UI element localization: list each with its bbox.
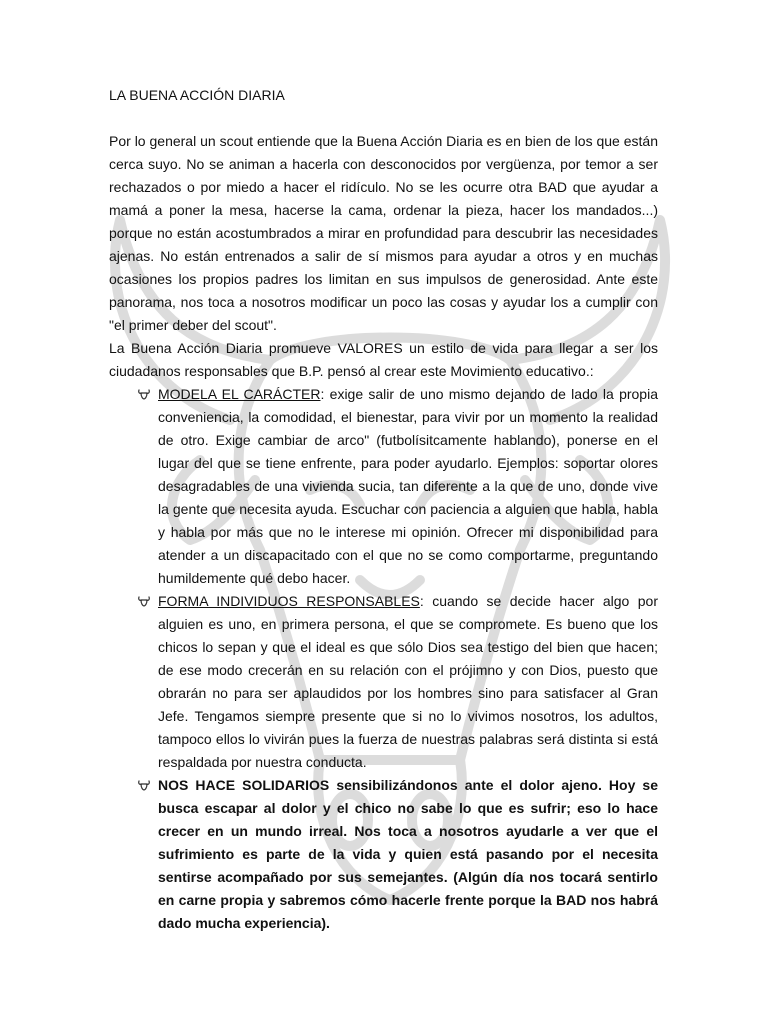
bullet-lead: MODELA EL CARÁCTER [158, 386, 321, 402]
bull-head-icon [137, 594, 151, 608]
bullet-text: NOS HACE SOLIDARIOS sensibilizándonos ante el dolor ajeno. Hoy se busca escapar al dolor y el chico no sabe lo que es sufrir; eso lo hace crecer en un mundo irreal. Nos toca a nosotros ayudarle a ver que el sufrimiento es parte de la vida y quien está pasando por el necesita sentirse acompañado por sus semejantes. (Algún día nos tocará sentirlo en carne propia y sabremos cómo hacerle frente porque la BAD nos habrá dado mucha experiencia). [158, 777, 658, 931]
bull-head-icon [137, 387, 151, 401]
bullet-text: : cuando se decide hacer algo por alguien es uno, en primera persona, el que se compromete. Es bueno que los chicos lo sepan y que el ideal es que sólo Dios sea testigo del bien que hacen; de ese modo crecerán en su relación con el prójimno y con Dios, puesto que obrarán no para ser aplaudidos por los hombres sino para satisfacer al Gran Jefe. Tengamos siempre presente que si no lo vivimos nosotros, los adultos, tampoco ellos lo vivirán pues la fuerza de nuestras palabras será distinta si está respaldada por nuestra conducta. [158, 593, 658, 770]
bull-head-icon [137, 778, 151, 792]
bullet-text: : exige salir de uno mismo dejando de lado la propia conveniencia, la comodidad, el bienestar, para vivir por un momento la realidad de otro. Exige cambiar de arco" (futbolísitcamente hablando), ponerse en el lugar del que se tiene enfrente, para poder ayudarlo. Ejemplos: soportar olores desagradables de una vivienda sucia, tan diferente a la que de uno, donde vive la gente que necesita ayuda. Escuchar con paciencia a alguien que habla, habla y habla por más que no le interese mi opinión. Ofrecer mi disponibilidad para atender a un discapacitado con el que no se como comportarme, preguntando humildemente qué debo hacer. [158, 386, 658, 586]
bullet-lead: FORMA INDIVIDUOS RESPONSABLES [158, 593, 420, 609]
document-page [109, 84, 658, 935]
values-list [109, 383, 658, 935]
document-title: LA BUENA ACCIÓN DIARIA [109, 87, 285, 103]
list-item [109, 383, 658, 590]
paragraph-values: La Buena Acción Diaria promueve VALORES un estilo de vida para llegar a ser los ciudadanos responsables que B.P. pensó al crear este Movimiento educativo.: [109, 340, 658, 379]
list-item [109, 774, 658, 935]
paragraph-intro: Por lo general un scout entiende que la Buena Acción Diaria es en bien de los que están cerca suyo. No se animan a hacerla con desconocidos por vergüenza, por temor a ser rechazados o por miedo a hacer el ridículo. No se les ocurre otra BAD que ayudar a mamá a poner la mesa, hacerse la cama, ordenar la pieza, hacer los mandados...) porque no están acostumbrados a mirar en profundidad para descubrir las necesidades ajenas. No están entrenados a salir de sí mismos para ayudar a otros y en muchas ocasiones los propios padres los limitan en sus impulsos de generosidad. Ante este panorama, nos toca a nosotros modificar un poco las cosas y ayudar los a cumplir con "el primer deber del scout". [109, 133, 658, 333]
list-item [109, 590, 658, 774]
